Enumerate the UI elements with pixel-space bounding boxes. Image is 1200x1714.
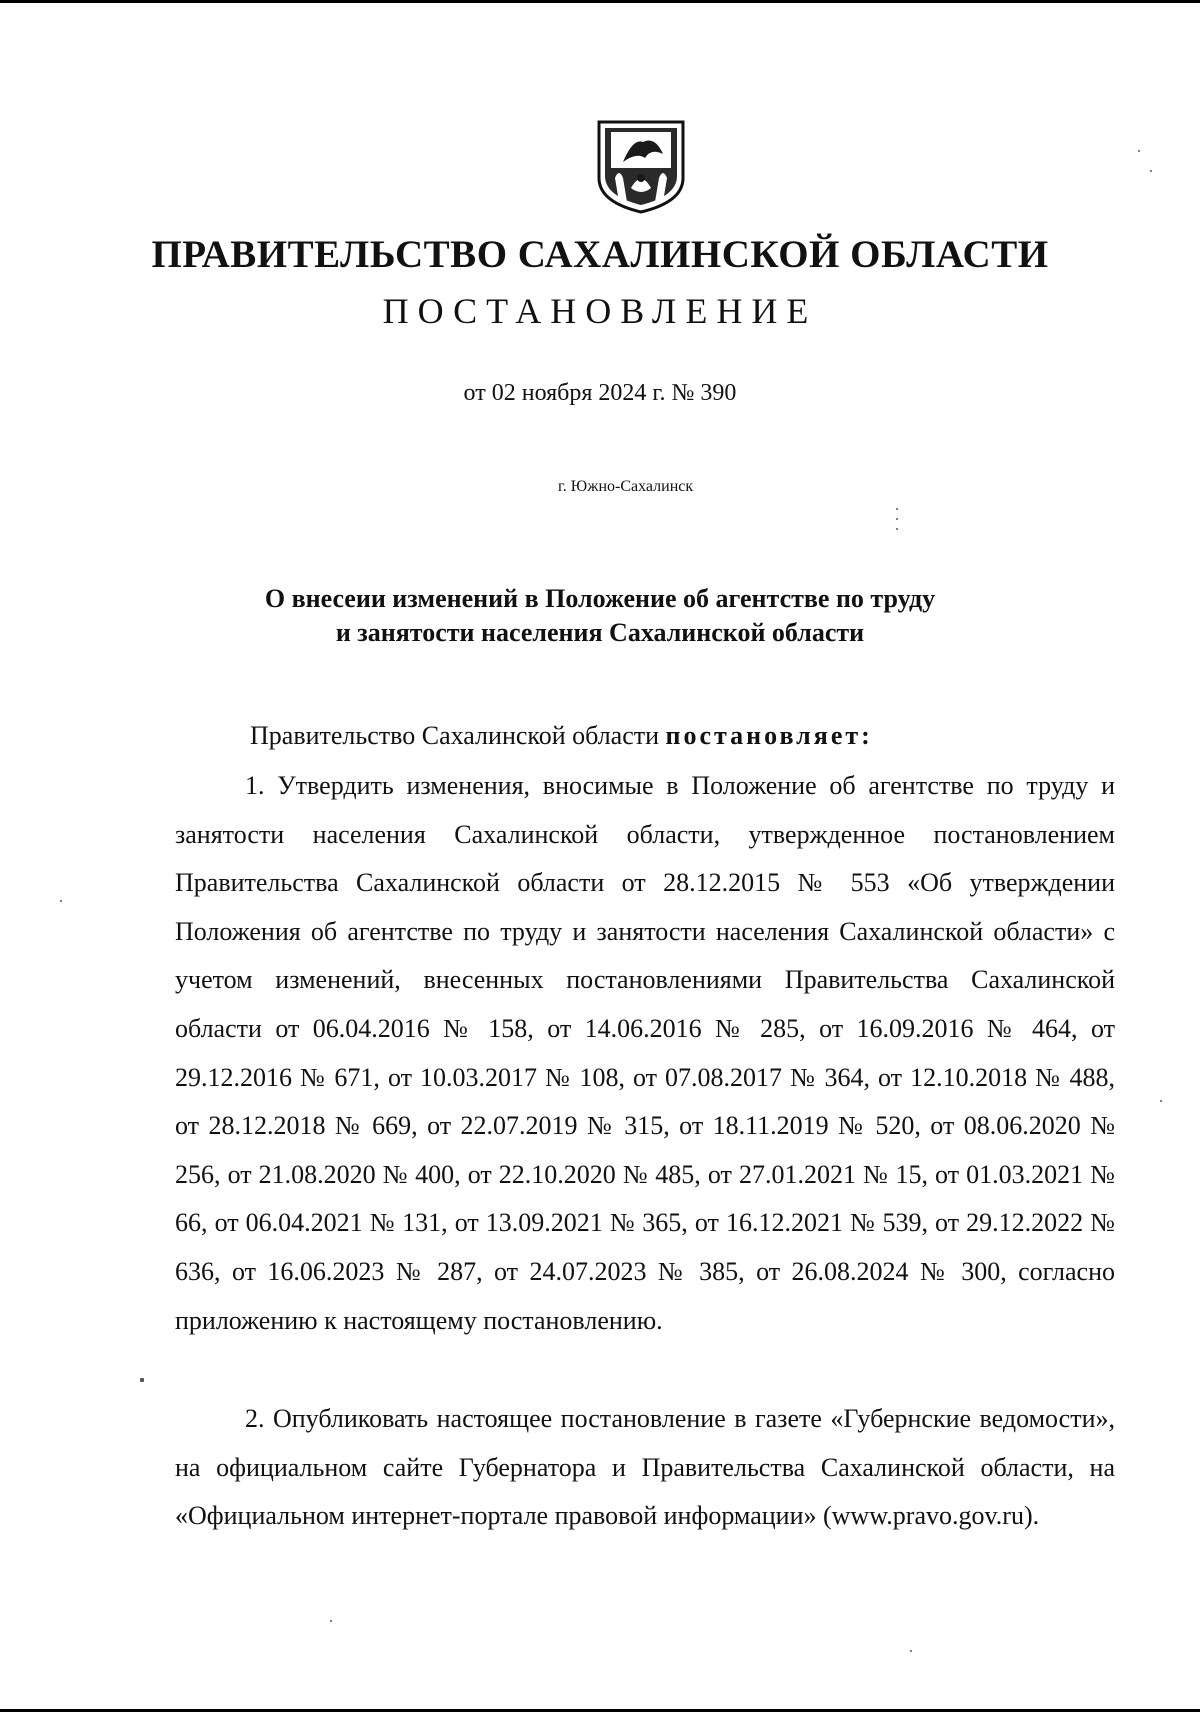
scan-speck bbox=[140, 1378, 144, 1382]
scan-speck bbox=[896, 518, 898, 520]
scan-speck bbox=[1160, 1100, 1162, 1102]
document-type: ПОСТАНОВЛЕНИЕ bbox=[382, 291, 818, 331]
coat-of-arms-icon bbox=[593, 118, 689, 214]
paragraph-2: 2. Опубликовать настоящее постановление в газете «Губернские ведомости», на официальном сайте Губернатора и Правительства Сахалинской области, на «Официальном интернет-портале правовой информации» (www.pravo.gov.ru). bbox=[175, 1404, 1115, 1531]
organization-title: ПРАВИТЕЛЬСТВО САХАЛИНСКОЙ ОБЛАСТИ bbox=[151, 233, 1049, 276]
document-date-number: от 02 ноября 2024 г. № 390 bbox=[463, 380, 737, 406]
scan-speck bbox=[330, 1620, 332, 1622]
preamble-text: Правительство Сахалинской области bbox=[250, 721, 666, 750]
document-subject bbox=[0, 582, 1200, 650]
paragraph-1: 1. Утвердить изменения, вносимые в Положение об агентстве по труду и занятости населения Сахалинской области, утвержденное постановлением Правительства Сахалинской области от 28.12.2015 № 553 «Об утверждении Положения об агентстве по труду и занятости населения Сахалинской области» с учетом изменений, внесенных постановлениями Правительства Сахалинской области от 06.04.2016 № 158, от 14.06.2016 № 285, от 16.09.2016 № 464, от 29.12.2016 № 671, от 10.03.2017 № 108, от 07.08.2017 № 364, от 12.10.2018 № 488, от 28.12.2018 № 669, от 22.07.2019 № 315, от 18.11.2019 № 520, от 08.06.2020 № 256, от 21.08.2020 № 400, от 22.10.2020 № 485, от 27.01.2021 № 15, от 01.03.2021 № 66, от 06.04.2021 № 131, от 13.09.2021 № 365, от 16.12.2021 № 539, от 29.12.2022 № 636, от 16.06.2023 № 287, от 24.07.2023 № 385, от 26.08.2024 № 300, согласно приложению к настоящему постановлению. bbox=[175, 771, 1115, 1335]
scan-bottom-border bbox=[0, 1709, 1200, 1712]
scan-speck bbox=[896, 528, 898, 530]
scan-speck bbox=[910, 1650, 912, 1652]
scan-speck bbox=[896, 508, 898, 510]
preamble-emphasis: постановляет: bbox=[665, 721, 873, 750]
scan-speck bbox=[60, 900, 62, 902]
scan-top-border bbox=[0, 0, 1200, 3]
document-city: г. Южно-Сахалинск bbox=[558, 478, 694, 495]
subject-line-1: О внесеии изменений в Положение об агентстве по труду bbox=[264, 584, 936, 613]
scan-speck bbox=[1138, 150, 1140, 152]
subject-line-2: и занятости населения Сахалинской области bbox=[335, 618, 865, 647]
scan-speck bbox=[1150, 170, 1152, 172]
preamble bbox=[175, 712, 1190, 761]
